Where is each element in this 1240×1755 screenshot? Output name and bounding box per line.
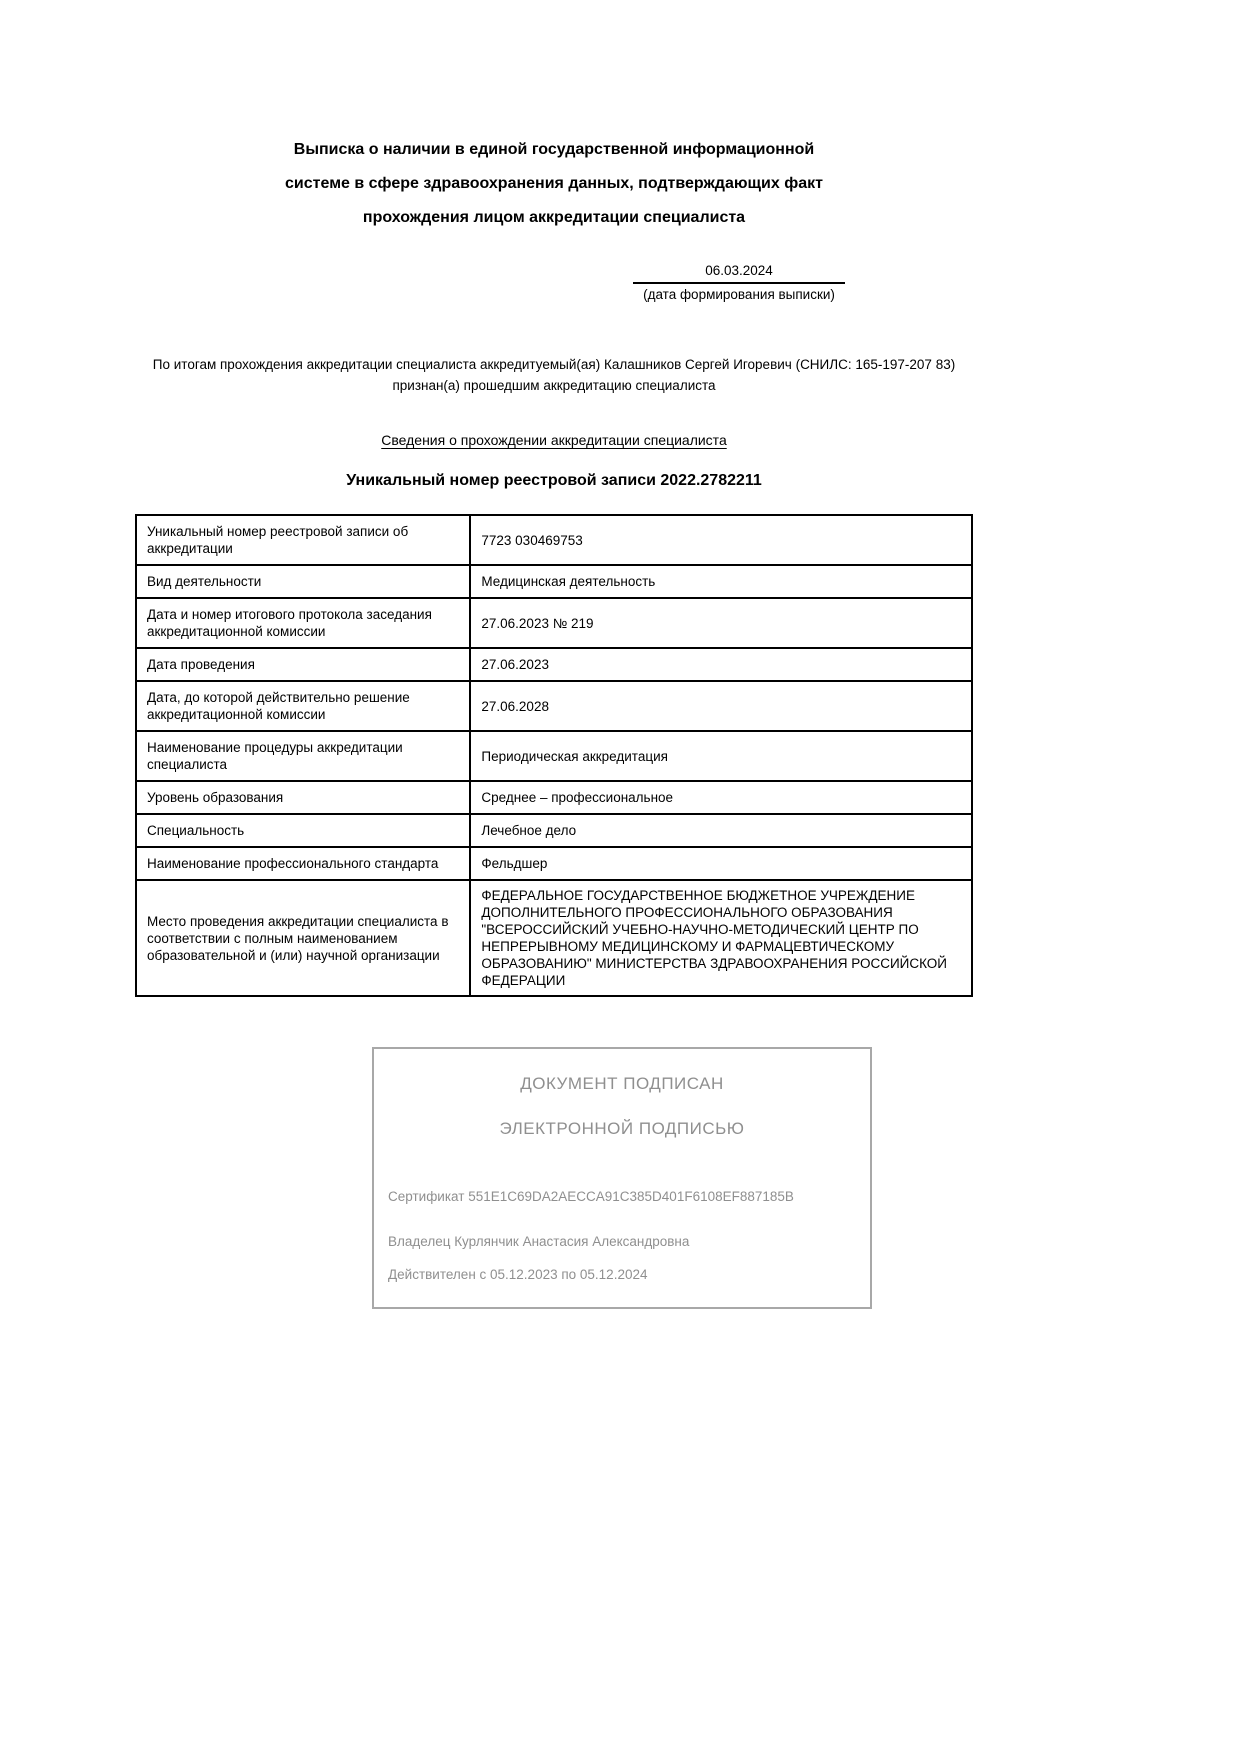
table-row — [136, 681, 972, 731]
table-row-value: ФЕДЕРАЛЬНОЕ ГОСУДАРСТВЕННОЕ БЮДЖЕТНОЕ УЧРЕЖДЕНИЕ ДОПОЛНИТЕЛЬНОГО ПРОФЕССИОНАЛЬНОГО ОБРАЗОВАНИЯ "ВСЕРОССИЙСКИЙ УЧЕБНО-НАУЧНО-МЕТОДИЧЕСКИЙ ЦЕНТР ПО НЕПРЕРЫВНОМУ МЕДИЦИНСКОМУ И ФАРМАЦЕВТИЧЕСКОМУ ОБРАЗОВАНИЮ" МИНИСТЕРСТВА ЗДРАВООХРАНЕНИЯ РОССИЙСКОЙ ФЕДЕРАЦИИ — [470, 880, 972, 996]
intro-line: По итогам прохождения аккредитации специалиста аккредитуемый(ая) Калашников Сергей Игоревич (СНИЛС: 165-197-207 83) — [152, 357, 956, 372]
signature-owner-line: Владелец Курлянчик Анастасия Александровна — [388, 1234, 690, 1249]
table-row-label: Наименование процедуры аккредитации специалиста — [136, 731, 470, 781]
signature-certificate-line: Сертификат 551E1C69DA2AECCA91C385D401F6108EF887185B — [388, 1189, 794, 1204]
accreditation-table — [135, 514, 973, 997]
extract-date-value: 06.03.2024 — [633, 263, 845, 284]
table-row — [136, 847, 972, 880]
table-row — [136, 880, 972, 996]
table-row-value: Периодическая аккредитация — [470, 731, 972, 781]
extract-date-caption: (дата формирования выписки) — [643, 287, 835, 302]
table-row-label: Уникальный номер реестровой записи об аккредитации — [136, 515, 470, 565]
table-row-value: 27.06.2023 № 219 — [470, 598, 972, 648]
table-row-value: Среднее – профессиональное — [470, 781, 972, 814]
document-title-line: Выписка о наличии в единой государственной информационной — [293, 141, 815, 158]
table-row-value: 27.06.2023 — [470, 648, 972, 681]
table-row-value: Медицинская деятельность — [470, 565, 972, 598]
table-row-label: Вид деятельности — [136, 565, 470, 598]
table-row-value: 27.06.2028 — [470, 681, 972, 731]
digital-signature-box — [372, 1047, 872, 1309]
document-title — [135, 133, 973, 235]
registry-number-heading: Уникальный номер реестровой записи 2022.2782211 — [346, 472, 762, 489]
table-row — [136, 648, 972, 681]
table-row — [136, 515, 972, 565]
table-row — [136, 781, 972, 814]
section-heading: Сведения о прохождении аккредитации специалиста — [381, 432, 727, 448]
table-row-label: Дата, до которой действительно решение аккредитационной комиссии — [136, 681, 470, 731]
extract-date-block — [633, 263, 845, 302]
intro-paragraph — [135, 354, 973, 396]
table-row — [136, 731, 972, 781]
signature-validity-line: Действителен с 05.12.2023 по 05.12.2024 — [388, 1267, 648, 1282]
table-row — [136, 598, 972, 648]
table-row-label: Дата и номер итогового протокола заседания аккредитационной комиссии — [136, 598, 470, 648]
table-row-value: Лечебное дело — [470, 814, 972, 847]
table-row — [136, 565, 972, 598]
signature-title-line2: ЭЛЕКТРОННОЙ ПОДПИСЬЮ — [499, 1119, 745, 1138]
table-row-label: Наименование профессионального стандарта — [136, 847, 470, 880]
table-row — [136, 814, 972, 847]
table-row-label: Дата проведения — [136, 648, 470, 681]
table-row-value: 7723 030469753 — [470, 515, 972, 565]
signature-title-line1: ДОКУМЕНТ ПОДПИСАН — [520, 1074, 724, 1093]
table-row-value: Фельдшер — [470, 847, 972, 880]
table-row-label: Уровень образования — [136, 781, 470, 814]
document-title-line: системе в сфере здравоохранения данных, подтверждающих факт — [285, 175, 823, 192]
document-title-line: прохождения лицом аккредитации специалиста — [362, 209, 746, 226]
table-row-label: Специальность — [136, 814, 470, 847]
table-row-label: Место проведения аккредитации специалиста в соответствии с полным наименованием образовательной и (или) научной организации — [136, 880, 470, 996]
intro-line: признан(а) прошедшим аккредитацию специалиста — [392, 378, 716, 393]
